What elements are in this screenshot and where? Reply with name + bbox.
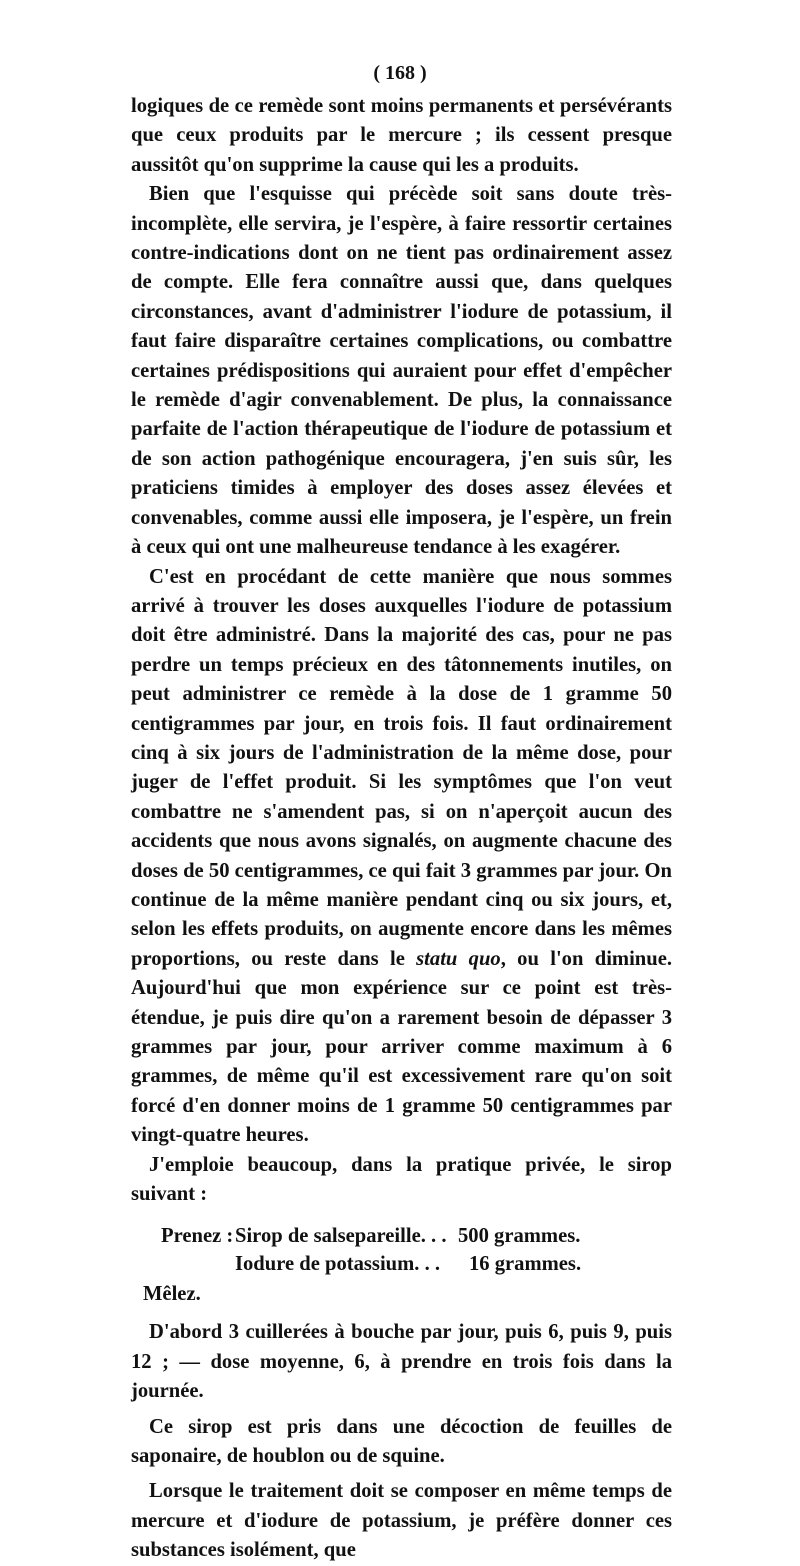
formula-ingredient-quantity: 16 grammes. xyxy=(469,1253,582,1276)
formula-ingredient-name: Sirop de salsepareille. . . xyxy=(235,1225,447,1248)
formula-melez: Mêlez. xyxy=(143,1283,201,1306)
paragraph-doses-text-before: C'est en procédant de cette manière que nous sommes arrivé à trouver les doses auxquelles l'iodure de potassium doit être administré. Dans la majorité des cas, pour ne pas perdre un temps précieux en des tâtonnements inutiles, on peut administrer ce remède à la dose de 1 gramme 50 centigrammes par jour, en trois fois. Il faut ordinairement cinq à six jours de l'administration de la même dose, pour juger de l'effet produit. Si les symptômes que l'on veut combattre ne s'amendent pas, si on n'aperçoit aucun des accidents que nous avons signalés, on augmente chacune des doses de 50 centigrammes, ce qui fait 3 grammes par jour. On continue de la même manière pendant cinq ou six jours, et, selon les effets produits, on augmente encore dans les mêmes proportions, ou reste dans le xyxy=(131,565,672,970)
formula-ingredient-quantity: 500 grammes. xyxy=(458,1225,581,1248)
page-number: ( 168 ) xyxy=(373,62,427,84)
paragraph-sirop-intro: J'emploie beaucoup, dans la pratique privée, le sirop suivant : xyxy=(131,1153,672,1206)
paragraph-contre-indications: Bien que l'esquisse qui précède soit sans doute très-incomplète, elle servira, je l'espère, à faire ressortir certaines contre-indications dont on ne tient pas ordinairement assez de compte. Elle fera connaître aussi que, dans quelques circonstances, avant d'administrer l'iodure de potassium, il faut faire disparaître certaines complications, ou combattre certaines prédispositions qui auraient pour effet d'empêcher le remède d'agir convenablement. De plus, la connaissance parfaite de l'action thérapeutique de l'iodure de potassium et de son action pathogénique encouragera, j'en suis sûr, les praticiens timides à employer des doses assez élevées et convenables, comme aussi elle imposera, je l'espère, un frein à ceux qui ont une malheureuse tendance à les exagérer. xyxy=(131,183,672,559)
formula-ingredient-name: Iodure de potassium. . . xyxy=(235,1253,441,1276)
prescription-formula xyxy=(131,1222,672,1308)
formula-prenez: Prenez : xyxy=(161,1225,234,1248)
paragraph-doses-text-after: , ou l'on diminue. Aujourd'hui que mon expérience sur ce point est très-étendue, je puis dire qu'on a rarement besoin de dépasser 3 grammes par jour, pour arriver comme maximum à 6 grammes, de même qu'il est excessivement rare qu'on soit forcé d'en donner moins de 1 gramme 50 centigrammes par vingt-quatre heures. xyxy=(131,947,672,1147)
statu-quo-italic: statu quo xyxy=(416,947,501,970)
paragraph-doses xyxy=(131,563,672,1151)
paragraph-decoction: Ce sirop est pris dans une décoction de feuilles de saponaire, de houblon ou de squine. xyxy=(131,1415,672,1468)
paragraph-traitement-mixte: Lorsque le traitement doit se composer en même temps de mercure et d'iodure de potassium, je préfère donner ces substances isolément, que xyxy=(131,1480,672,1562)
paragraph-posologie: D'abord 3 cuillerées à bouche par jour, puis 6, puis 9, puis 12 ; — dose moyenne, 6, à prendre en trois fois dans la journée. xyxy=(131,1321,672,1403)
page-body xyxy=(131,92,672,1566)
paragraph-continuation: logiques de ce remède sont moins permanents et persévérants que ceux produits par le mercure ; ils cessent presque aussitôt qu'on supprime la cause qui les a produits. xyxy=(131,95,672,176)
